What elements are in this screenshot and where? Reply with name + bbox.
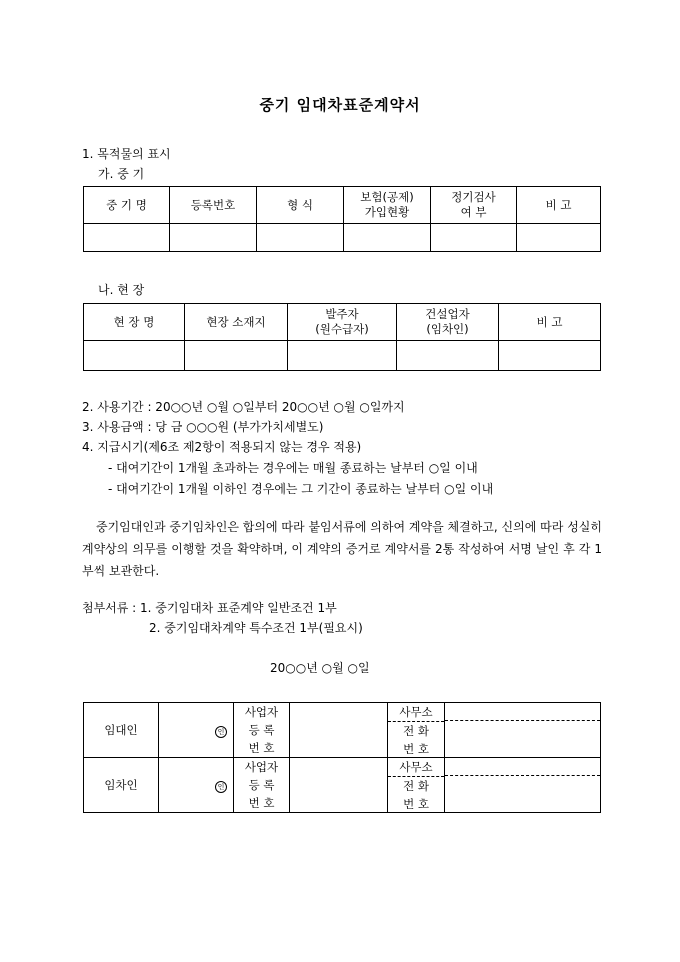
header-insurance <box>344 187 431 224</box>
cell-site-remarks[interactable] <box>499 341 601 371</box>
attachments-line2: 2. 중기임대차계약 특수조건 1부(필요시) <box>149 621 363 635</box>
equipment-table <box>83 186 601 252</box>
biz-label-line1: 사업자 <box>244 760 279 774</box>
contract-date: 20○○년 ○월 ○일 <box>270 661 370 675</box>
seal-mark: 인 <box>215 726 227 738</box>
lessee-biz-label <box>234 758 290 813</box>
header-site-remarks: 비 고 <box>499 304 601 341</box>
header-inspection-line1: 정기검사 <box>451 190 496 204</box>
lessee-seal-cell[interactable] <box>159 758 234 813</box>
lessor-contact-values[interactable] <box>445 703 601 758</box>
lessor-office-value[interactable] <box>445 703 600 721</box>
header-model: 형 식 <box>257 187 344 224</box>
biz-label-line1: 사업자 <box>244 705 279 719</box>
header-site-name: 현 장 명 <box>84 304 185 341</box>
agreement-paragraph-text: 중기임대인과 중기임차인은 합의에 따라 붙임서류에 의하여 계약을 체결하고, 신의에 따라 성실히 계약상의 의무를 이행할 것을 확약하며, 이 계약의 증거로 계약서를 2통 작성하여 서명 날인 후 각 1부씩 보관한다. <box>82 520 602 578</box>
header-client-line1: 발주자 <box>325 307 359 321</box>
biz-label-line3: 번 호 <box>248 796 275 810</box>
header-contractor-line1: 건설업자 <box>425 307 470 321</box>
lessor-seal-cell[interactable] <box>159 703 234 758</box>
header-inspection-line2: 여 부 <box>460 205 487 219</box>
lessee-phone-value[interactable] <box>445 776 600 812</box>
lessee-contact-values[interactable] <box>445 758 601 813</box>
header-site-location: 현장 소재지 <box>185 304 288 341</box>
phone-label-line1: 전 화 <box>403 779 429 793</box>
seal-mark: 인 <box>215 781 227 793</box>
payment-rule-over-month: - 대여기간이 1개월 초과하는 경우에는 매월 종료하는 날부터 ○일 이내 <box>108 461 478 475</box>
payment-rule-under-month: - 대여기간이 1개월 이하인 경우에는 그 기간이 종료하는 날부터 ○일 이내 <box>108 482 494 496</box>
usage-period: 2. 사용기간 : 20○○년 ○월 ○일부터 20○○년 ○월 ○일까지 <box>82 400 405 414</box>
cell-insurance[interactable] <box>344 224 431 252</box>
office-label: 사무소 <box>388 758 444 777</box>
biz-label-line2: 등 록 <box>248 778 275 792</box>
biz-label-line3: 번 호 <box>248 741 275 755</box>
cell-site-name[interactable] <box>84 341 185 371</box>
section1-sub-b: 나. 현 장 <box>98 283 145 297</box>
attachments-line1: 첨부서류 : 1. 중기임대차 표준계약 일반조건 1부 <box>82 601 337 615</box>
lessor-biz-label <box>234 703 290 758</box>
document-title: 중기 임대차표준계약서 <box>259 96 421 114</box>
phone-label-line2: 번 호 <box>403 742 429 756</box>
cell-model[interactable] <box>257 224 344 252</box>
header-contractor <box>397 304 499 341</box>
section1-sub-a: 가. 중 기 <box>98 167 145 181</box>
lessee-office-value[interactable] <box>445 758 600 776</box>
cell-registration-number[interactable] <box>170 224 257 252</box>
agreement-paragraph <box>82 516 602 582</box>
office-label: 사무소 <box>388 703 444 722</box>
lessor-biz-number[interactable] <box>290 703 388 758</box>
cell-inspection[interactable] <box>431 224 517 252</box>
usage-amount: 3. 사용금액 : 당 금 ○○○원 (부가가치세별도) <box>82 420 324 434</box>
header-inspection <box>431 187 517 224</box>
header-insurance-line1: 보험(공제) <box>360 190 414 204</box>
header-client-line2: (원수급자) <box>315 322 369 336</box>
lessee-label: 임차인 <box>84 758 159 813</box>
cell-remarks[interactable] <box>517 224 601 252</box>
lessor-contact-label <box>388 703 445 758</box>
payment-timing: 4. 지급시기(제6조 제2항이 적용되지 않는 경우 적용) <box>82 440 362 454</box>
lessee-biz-number[interactable] <box>290 758 388 813</box>
header-remarks: 비 고 <box>517 187 601 224</box>
lessee-contact-label <box>388 758 445 813</box>
phone-label-line2: 번 호 <box>403 797 429 811</box>
biz-label-line2: 등 록 <box>248 723 275 737</box>
lessor-phone-value[interactable] <box>445 721 600 757</box>
cell-contractor[interactable] <box>397 341 499 371</box>
phone-label-line1: 전 화 <box>403 724 429 738</box>
header-registration-number: 등록번호 <box>170 187 257 224</box>
section1-heading: 1. 목적물의 표시 <box>82 147 171 161</box>
header-insurance-line2: 가입현황 <box>364 205 410 219</box>
cell-equipment-name[interactable] <box>84 224 170 252</box>
header-contractor-line2: (임차인) <box>426 322 469 336</box>
header-equipment-name: 중 기 명 <box>84 187 170 224</box>
lessor-label: 임대인 <box>84 703 159 758</box>
cell-client[interactable] <box>288 341 397 371</box>
site-table <box>83 303 601 371</box>
parties-table <box>83 702 601 813</box>
cell-site-location[interactable] <box>185 341 288 371</box>
header-client <box>288 304 397 341</box>
